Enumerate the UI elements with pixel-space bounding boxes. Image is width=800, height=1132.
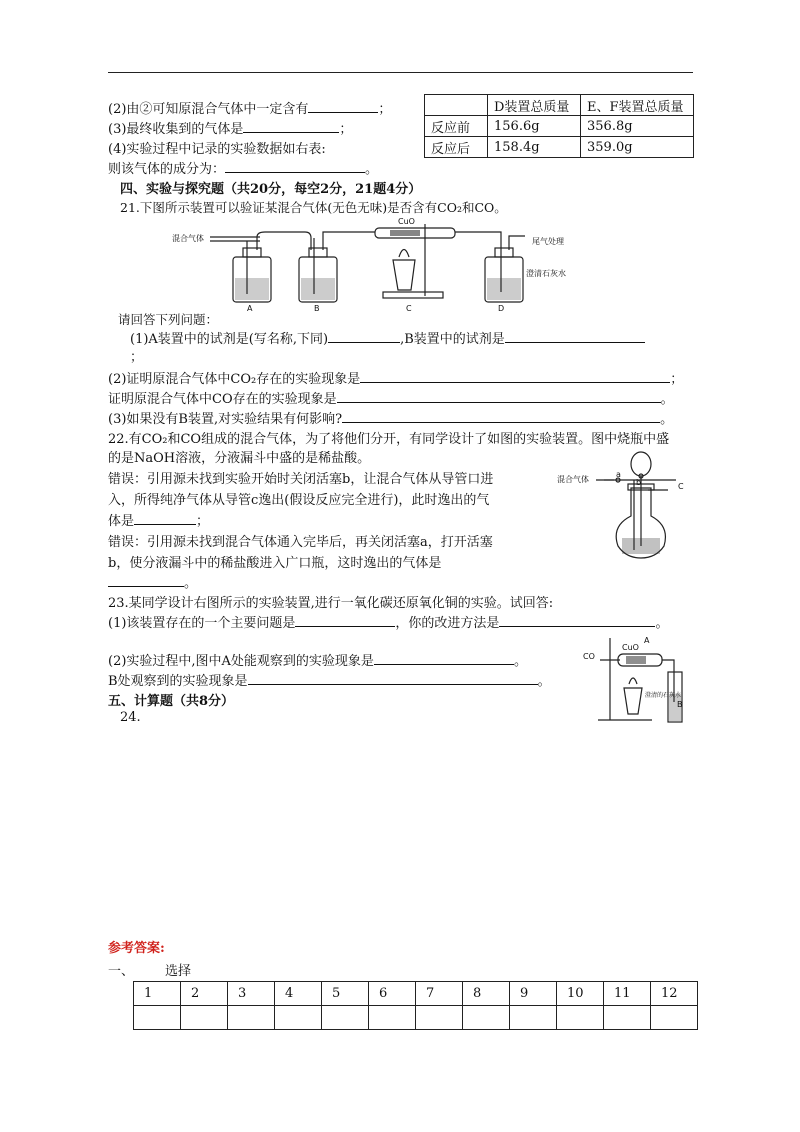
q22-error-1b: 入，所得纯净气体从导管c逸出(假设反应完全进行)，此时逸出的气 <box>108 493 490 508</box>
table-cell: 反应后 <box>425 137 488 158</box>
answer-blank-cell[interactable] <box>228 1006 275 1030</box>
q21-part-1-end: ； <box>130 350 144 365</box>
q23-part-1: (1)该装置存在的一个主要问题是 ，你的改进方法是 。 <box>108 616 669 631</box>
q21-apparatus-diagram <box>165 212 595 312</box>
table-cell: D装置总质量 <box>488 95 581 116</box>
q23-label-limewater: 澄清的石灰水 <box>645 692 682 699</box>
answer-blank-cell[interactable] <box>134 1006 181 1030</box>
answer-blank-cell[interactable] <box>604 1006 651 1030</box>
table-row <box>425 137 694 158</box>
q21-part-1: (1)A装置中的试剂是(写名称,下同) ,B装置中的试剂是 <box>130 328 645 347</box>
answer-number-cell: 9 <box>510 982 557 1006</box>
answer-number-cell: 8 <box>463 982 510 1006</box>
q23-label-cuo: CuO <box>622 643 639 652</box>
q23-part-2: (2)实验过程中,图中A处能观察到的实验现象是 。 <box>108 654 527 669</box>
q22-error-1a: 错误：引用源未找到实验开始时关闭活塞b，让混合气体从导管口进 <box>108 472 494 487</box>
answer-number-cell: 6 <box>369 982 416 1006</box>
q22-error-1c: 体是 ； <box>108 514 210 529</box>
q22-label-c: C <box>678 482 684 491</box>
answer-number-cell: 4 <box>275 982 322 1006</box>
answers-section-label: 选择 <box>165 964 192 979</box>
q23-label-b: B <box>677 700 683 709</box>
answer-blank-cell[interactable] <box>275 1006 322 1030</box>
q21-prompt: 请回答下列问题： <box>118 312 219 327</box>
q21-label-limewater: 澄清石灰水 <box>526 269 566 278</box>
answer-number-cell: 12 <box>651 982 698 1006</box>
section-4-title: 四、实验与探究题（共20分，每空2分，21题4分） <box>120 182 422 197</box>
answer-number-cell: 2 <box>181 982 228 1006</box>
answer-number-cell: 7 <box>416 982 463 1006</box>
q22-error-2a: 错误：引用源未找到混合气体通入完毕后，再关闭活塞a，打开活塞 <box>108 535 493 550</box>
header-rule <box>108 72 693 73</box>
table-header-row <box>425 95 694 116</box>
answer-number-row <box>134 982 698 1006</box>
answer-number-cell: 1 <box>134 982 181 1006</box>
q22-label-b: b <box>636 478 642 487</box>
table-cell: E、F装置总质量 <box>581 95 694 116</box>
answer-number-cell: 3 <box>228 982 275 1006</box>
table-cell <box>425 95 488 116</box>
q22-error-2c: 。 <box>108 572 197 591</box>
q23-label-a: A <box>644 636 650 645</box>
q21-label-inlet: 混合气体 <box>172 234 204 243</box>
q21-part-2: (2)证明原混合气体中CO₂存在的实验现象是 ； <box>108 372 684 387</box>
answer-number-cell: 11 <box>604 982 651 1006</box>
q21-stem: 21.下图所示装置可以验证某混合气体(无色无味)是否含有CO₂和CO。 <box>120 200 507 215</box>
q21-label-a: A <box>247 304 253 313</box>
q21-label-b: B <box>314 304 320 313</box>
answer-blank-cell[interactable] <box>322 1006 369 1030</box>
question-line-5: 则该气体的成分为： 。 <box>108 162 379 177</box>
experiment-data-table <box>424 94 694 158</box>
q21-label-cuo: CuO <box>398 217 415 226</box>
question-line-2: (2)由②可知原混合气体中一定含有 ； <box>108 102 392 117</box>
table-cell: 359.0g <box>581 137 694 158</box>
table-row <box>425 116 694 137</box>
table-cell: 156.6g <box>488 116 581 137</box>
q22-label-a: a <box>616 470 621 479</box>
q23-stem: 23.某同学设计右图所示的实验装置,进行一氧化碳还原氧化铜的实验。试回答: <box>108 596 554 611</box>
q22-flask-diagram <box>556 446 686 566</box>
answer-blank-cell[interactable] <box>369 1006 416 1030</box>
answer-blank-cell[interactable] <box>510 1006 557 1030</box>
q22-line-1: 22.有CO₂和CO组成的混合气体，为了将他们分开，有同学设计了如图的实验装置。图中烧瓶中盛 <box>108 432 670 447</box>
question-line-4: (4)实验过程中记录的实验数据如右表: <box>108 142 326 157</box>
q21-part-3: (3)如果没有B装置,对实验结果有何影响? 。 <box>108 412 674 427</box>
q23-label-co: CO <box>583 652 595 661</box>
q21-label-d: D <box>498 304 505 313</box>
answer-blank-row <box>134 1006 698 1030</box>
answers-section-number: 一、 <box>108 964 135 979</box>
question-line-3: (3)最终收集到的气体是 ； <box>108 122 353 137</box>
answer-blank-cell[interactable] <box>651 1006 698 1030</box>
q23-part-2b: B处观察到的实验现象是 。 <box>108 674 551 689</box>
q21-part-2b: 证明原混合气体中CO存在的实验现象是 。 <box>108 392 674 407</box>
table-cell: 158.4g <box>488 137 581 158</box>
q24-number: 24. <box>120 710 141 725</box>
q22-line-2: 的是NaOH溶液，分液漏斗中盛的是稀盐酸。 <box>108 451 371 466</box>
answer-blank-cell[interactable] <box>181 1006 228 1030</box>
q22-label-inlet: 混合气体 <box>557 475 589 484</box>
q21-label-c: C <box>406 304 412 313</box>
section-5-title: 五、计算题（共8分） <box>108 694 235 709</box>
answer-number-cell: 10 <box>557 982 604 1006</box>
answer-blank-cell[interactable] <box>416 1006 463 1030</box>
q22-error-2b: b，使分液漏斗中的稀盐酸进入广口瓶，这时逸出的气体是 <box>108 556 442 571</box>
answer-grid <box>133 981 698 1030</box>
answer-blank-cell[interactable] <box>557 1006 604 1030</box>
table-cell: 356.8g <box>581 116 694 137</box>
answers-title: 参考答案: <box>108 941 165 956</box>
q21-label-outlet: 尾气处理 <box>532 237 564 246</box>
answer-blank-cell[interactable] <box>463 1006 510 1030</box>
answer-number-cell: 5 <box>322 982 369 1006</box>
table-cell: 反应前 <box>425 116 488 137</box>
